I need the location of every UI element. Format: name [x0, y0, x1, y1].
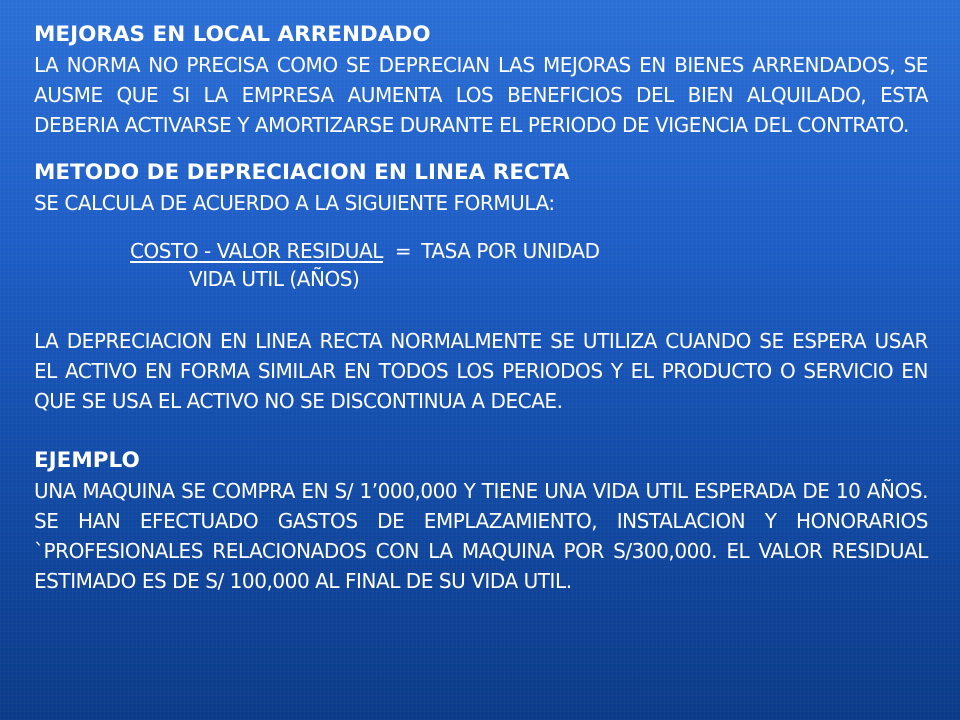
formula-result: TASA POR UNIDAD [421, 239, 600, 263]
paragraph-ejemplo: UNA MAQUINA SE COMPRA EN S/ 1’000,000 Y TIENE UNA VIDA UTIL ESPERADA DE 10 AÑOS. SE HAN EFECTUADO GASTOS DE EMPLAZAMIENTO, INSTALACION Y HONORARIOS `PROFESIONALES RELACIONADOS CON LA MAQUINA POR S/300,000. EL VALOR RESIDUAL ESTIMADO ES DE S/ 100,000 AL FINAL DE SU VIDA UTIL. [34, 479, 928, 593]
section-title-ejemplo: EJEMPLO [34, 448, 140, 473]
formula-numerator: COSTO - VALOR RESIDUAL [130, 239, 383, 263]
paragraph-mejoras: LA NORMA NO PRECISA COMO SE DEPRECIAN LAS MEJORAS EN BIENES ARRENDADOS, SE AUSME QUE SI LA EMPRESA AUMENTA LOS BENEFICIOS DEL BIEN ALQUILADO, ESTA DEBERIA ACTIVARSE Y AMORTIZARSE DURANTE EL PERIODO DE VIGENCIA DEL CONTRATO. [34, 53, 928, 137]
paragraph-metodo: LA DEPRECIACION EN LINEA RECTA NORMALMENTE SE UTILIZA CUANDO SE ESPERA USAR EL ACTIVO EN FORMA SIMILAR EN TODOS LOS PERIODOS Y EL PRODUCTO O SERVICIO EN QUE SE USA EL ACTIVO NO SE DISCONTINUA A DECAE. [34, 329, 928, 413]
formula-equals: = [394, 239, 412, 263]
section-title-metodo: METODO DE DEPRECIACION EN LINEA RECTA [34, 160, 570, 185]
spacer [34, 140, 928, 158]
formula-denominator: VIDA UTIL (AÑOS) [189, 267, 360, 291]
formula-top-row [130, 236, 600, 266]
spacer [34, 416, 928, 446]
formula-intro: SE CALCULA DE ACUERDO A LA SIGUIENTE FORMULA: [34, 191, 555, 215]
slide-content [34, 20, 928, 596]
formula [34, 236, 928, 296]
spacer [34, 218, 928, 236]
section-title-mejoras: MEJORAS EN LOCAL ARRENDADO [34, 22, 431, 47]
spacer [34, 296, 928, 326]
